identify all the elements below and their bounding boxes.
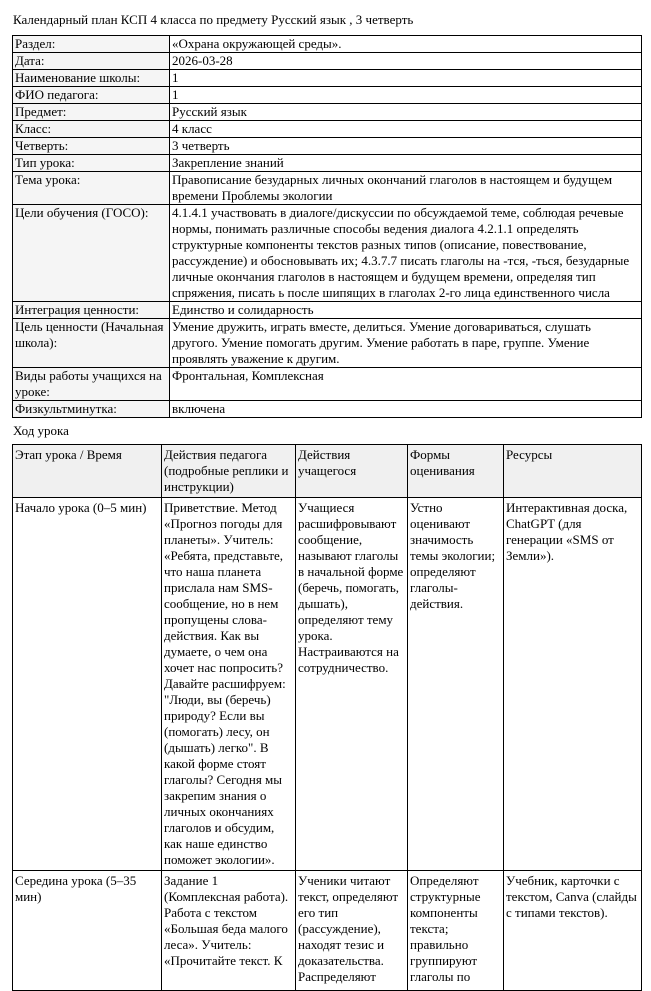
info-row bbox=[13, 36, 642, 53]
info-value: Закрепление знаний bbox=[170, 155, 642, 172]
info-key: Тип урока: bbox=[13, 155, 170, 172]
info-key: Физкультминутка: bbox=[13, 401, 170, 418]
info-value: «Охрана окружающей среды». bbox=[170, 36, 642, 53]
info-row bbox=[13, 138, 642, 155]
info-value: Фронтальная, Комплексная bbox=[170, 368, 642, 401]
student-cell: Ученики читают текст, определяют его тип (рассуждение), находят тезис и доказательства. Распределяют bbox=[296, 871, 408, 991]
info-key: Наименование школы: bbox=[13, 70, 170, 87]
table-header-row bbox=[13, 445, 642, 498]
teacher-cell: Задание 1 (Комплексная работа). Работа с текстом «Большая беда малого леса». Учитель: «Прочитайте текст. К bbox=[162, 871, 296, 991]
lesson-flow-table bbox=[12, 444, 642, 991]
info-key: Цель ценности (Начальная школа): bbox=[13, 319, 170, 368]
teacher-cell: Приветствие. Метод «Прогноз погоды для планеты». Учитель: «Ребята, представьте, что наша планета прислала нам SMS-сообщение, но в нем пропущены слова-действия. Как вы думаете, о чем она хочет нас попросить? Давайте расшифруем: "Люди, вы (беречь) природу? Если вы (помогать) лесу, он (дышать) легко". В какой форме стоят глаголы? Сегодня мы закрепим знания о личных окончаниях глаголов и обсудим, как наше единство поможет экологии». bbox=[162, 498, 296, 871]
resources-cell: Учебник, карточки с текстом, Canva (слайды с типами текстов). bbox=[504, 871, 642, 991]
info-value: 4 класс bbox=[170, 121, 642, 138]
assessment-cell: Устно оценивают значимость темы экологии; определяют глаголы-действия. bbox=[408, 498, 504, 871]
info-value: 1 bbox=[170, 87, 642, 104]
info-row bbox=[13, 53, 642, 70]
info-value: 4.1.4.1 участвовать в диалоге/дискуссии по обсуждаемой теме, соблюдая речевые нормы, понимать различные способы ведения диалога 4.2.1.1 определять структурные компоненты текстов разных типов (описание, повествование, рассуждение) и обосновывать их; 4.3.7.7 писать глаголы на -тся, -ться, безударные личные окончания глаголов в настоящем и будущем времени, определяя тип спряжения, писать ь после шипящих в глаголах 2-го лица единственного числа bbox=[170, 205, 642, 302]
info-key: Тема урока: bbox=[13, 172, 170, 205]
info-row bbox=[13, 70, 642, 87]
header-resources: Ресурсы bbox=[504, 445, 642, 498]
info-value: Русский язык bbox=[170, 104, 642, 121]
info-row bbox=[13, 87, 642, 104]
info-row bbox=[13, 121, 642, 138]
student-cell: Учащиеся расшифровывают сообщение, называют глаголы в начальной форме (беречь, помогать, дышать), определяют тему урока. Настраиваются на сотрудничество. bbox=[296, 498, 408, 871]
info-key: Дата: bbox=[13, 53, 170, 70]
info-row bbox=[13, 302, 642, 319]
info-row bbox=[13, 155, 642, 172]
stage-cell: Начало урока (0–5 мин) bbox=[13, 498, 162, 871]
info-row bbox=[13, 172, 642, 205]
info-value: 1 bbox=[170, 70, 642, 87]
table-row bbox=[13, 871, 642, 991]
lesson-info-table bbox=[12, 35, 642, 418]
info-key: Четверть: bbox=[13, 138, 170, 155]
info-key: Цели обучения (ГОСО): bbox=[13, 205, 170, 302]
info-key: ФИО педагога: bbox=[13, 87, 170, 104]
info-key: Предмет: bbox=[13, 104, 170, 121]
info-key: Раздел: bbox=[13, 36, 170, 53]
info-key: Интеграция ценности: bbox=[13, 302, 170, 319]
info-value: Единство и солидарность bbox=[170, 302, 642, 319]
header-assessment: Формы оценивания bbox=[408, 445, 504, 498]
info-key: Виды работы учащихся на уроке: bbox=[13, 368, 170, 401]
info-row bbox=[13, 368, 642, 401]
info-row bbox=[13, 104, 642, 121]
header-teacher: Действия педагога (подробные реплики и инструкции) bbox=[162, 445, 296, 498]
info-value: Умение дружить, играть вместе, делиться. Умение договариваться, слушать другого. Умение помогать другим. Умение работать в паре, группе. Умение проявлять уважение к другим. bbox=[170, 319, 642, 368]
info-value: включена bbox=[170, 401, 642, 418]
section-title: Ход урока bbox=[13, 423, 69, 438]
header-stage: Этап урока / Время bbox=[13, 445, 162, 498]
info-value: 3 четверть bbox=[170, 138, 642, 155]
page-title: Календарный план КСП 4 класса по предмету Русский язык , 3 четверть bbox=[13, 12, 414, 27]
stage-cell: Середина урока (5–35 мин) bbox=[13, 871, 162, 991]
assessment-cell: Определяют структурные компоненты текста; правильно группируют глаголы по bbox=[408, 871, 504, 991]
table-row bbox=[13, 498, 642, 871]
info-key: Класс: bbox=[13, 121, 170, 138]
info-row bbox=[13, 205, 642, 302]
info-value: Правописание безударных личных окончаний глаголов в настоящем и будущем времени Проблемы экологии bbox=[170, 172, 642, 205]
info-row bbox=[13, 319, 642, 368]
info-row bbox=[13, 401, 642, 418]
header-student: Действия учащегося bbox=[296, 445, 408, 498]
info-value: 2026-03-28 bbox=[170, 53, 642, 70]
resources-cell: Интерактивная доска, ChatGPT (для генерации «SMS от Земли»). bbox=[504, 498, 642, 871]
